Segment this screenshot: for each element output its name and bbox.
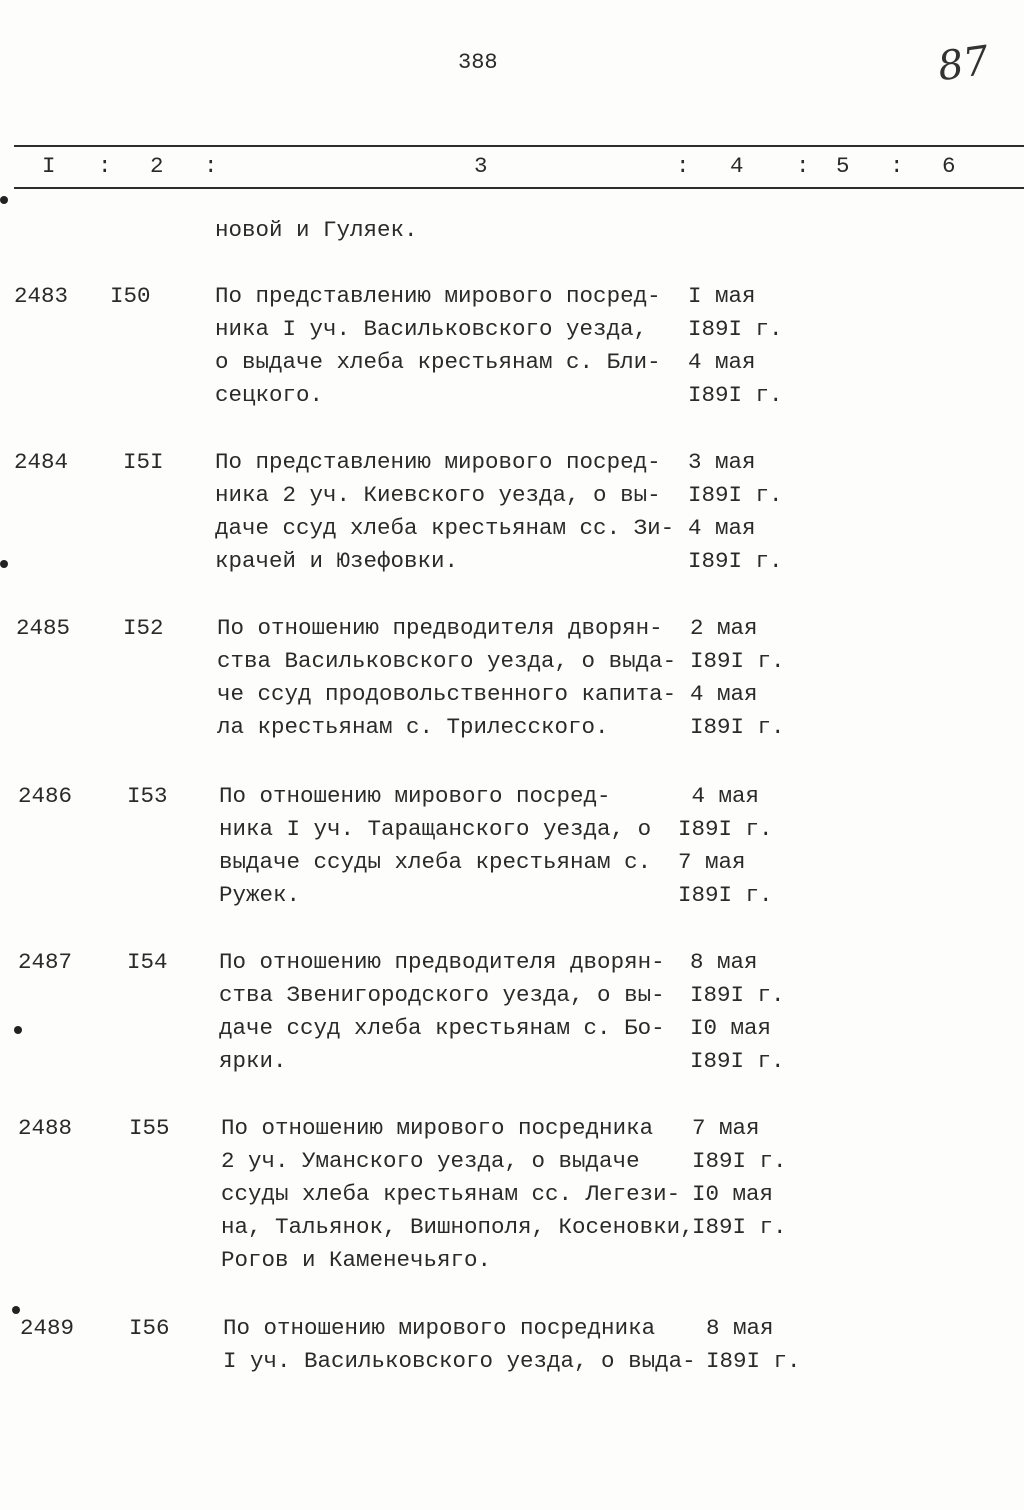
- entry-description-line: ства Звенигородского уезда, о вы-: [219, 982, 665, 1008]
- header-separator: :: [890, 153, 904, 179]
- header-separator: :: [796, 153, 810, 179]
- entry-date-line: I89I г.: [706, 1348, 801, 1374]
- entry-date-line: 3 мая: [688, 449, 756, 475]
- punch-hole-mark: [0, 196, 8, 204]
- entry-description-line: даче ссуд хлеба крестьянам сс. Зи-: [215, 515, 675, 541]
- entry-date-line: 4 мая: [688, 515, 756, 541]
- entry-date-line: 4 мая: [688, 349, 756, 375]
- entry-description-line: Ружек.: [219, 882, 301, 908]
- entry-description-line: сецкого.: [215, 382, 324, 408]
- punch-hole-mark: [14, 1026, 22, 1034]
- entry-date-line: I89I г.: [690, 648, 785, 674]
- entry-number: 2483: [14, 283, 69, 309]
- entry-description-line: ства Васильковского уезда, о выда-: [217, 648, 677, 674]
- entry-description-line: По отношению мирового посредника: [223, 1315, 656, 1341]
- punch-hole-mark: [12, 1306, 20, 1314]
- entry-date-line: I89I г.: [678, 882, 773, 908]
- entry-date-line: 4 мая: [690, 681, 758, 707]
- entry-description-line: крачей и Юзефовки.: [215, 548, 459, 574]
- entry-date-line: 2 мая: [690, 615, 758, 641]
- entry-item-number: I50: [110, 283, 151, 309]
- entry-date-line: I89I г.: [690, 714, 785, 740]
- entry-date-line: 8 мая: [690, 949, 758, 975]
- table-header-top-rule: [14, 145, 1024, 147]
- entry-date-line: 8 мая: [706, 1315, 774, 1341]
- entry-date-line: I89I г.: [688, 382, 783, 408]
- entry-item-number: I5I: [123, 449, 164, 475]
- table-header-bottom-rule: [14, 187, 1024, 189]
- header-col-6: 6: [942, 153, 956, 179]
- entry-description-line: ссуды хлеба крестьянам сс. Легези-: [221, 1181, 681, 1207]
- entry-date-line: I мая: [688, 283, 756, 309]
- entry-date-line: I89I г.: [688, 548, 783, 574]
- entry-number: 2485: [16, 615, 71, 641]
- header-separator: :: [204, 153, 218, 179]
- entry-date-line: I89I г.: [688, 316, 783, 342]
- entry-description-line: По отношению предводителя дворян-: [219, 949, 665, 975]
- entry-description-line: о выдаче хлеба крестьянам с. Бли-: [215, 349, 661, 375]
- entry-description-line: Рогов и Каменечьяго.: [221, 1247, 492, 1273]
- entry-number: 2487: [18, 949, 73, 975]
- entry-description-line: ярки.: [219, 1048, 287, 1074]
- header-separator: :: [98, 153, 112, 179]
- handwritten-folio-number: 87: [934, 37, 992, 91]
- entry-date-line: I89I г.: [692, 1214, 787, 1240]
- page-number: 388: [458, 50, 498, 75]
- header-col-1: I: [42, 153, 56, 179]
- entry-description-line: ника I уч. Васильковского уезда,: [215, 316, 648, 342]
- entry-description-line: ла крестьянам с. Трилесского.: [217, 714, 609, 740]
- entry-date-line: I89I г.: [688, 482, 783, 508]
- entry-date-line: 7 мая: [678, 849, 746, 875]
- entry-item-number: I55: [129, 1115, 170, 1141]
- entry-item-number: I54: [127, 949, 168, 975]
- entry-number: 2489: [20, 1315, 75, 1341]
- entry-date-line: I89I г.: [690, 982, 785, 1008]
- entry-description-line: ника I уч. Таращанского уезда, о: [219, 816, 652, 842]
- entry-description-line: ника 2 уч. Киевского уезда, о вы-: [215, 482, 661, 508]
- entry-description-line: По отношению предводителя дворян-: [217, 615, 663, 641]
- entry-date-line: 7 мая: [692, 1115, 760, 1141]
- entry-description-line: на, Тальянок, Вишнополя, Косеновки,: [221, 1214, 694, 1240]
- entry-item-number: I53: [127, 783, 168, 809]
- header-col-2: 2: [150, 153, 164, 179]
- entry-description-line: По представлению мирового посред-: [215, 449, 661, 475]
- header-separator: :: [676, 153, 690, 179]
- entry-description-line: По отношению мирового посред-: [219, 783, 611, 809]
- entry-date-line: I89I г.: [678, 816, 773, 842]
- entry-date-line: I0 мая: [692, 1181, 774, 1207]
- punch-hole-mark: [0, 560, 8, 568]
- entry-number: 2488: [18, 1115, 73, 1141]
- entry-description-line: че ссуд продовольственного капита-: [217, 681, 677, 707]
- entry-description-line: 2 уч. Уманского уезда, о выдаче: [221, 1148, 640, 1174]
- header-col-5: 5: [836, 153, 850, 179]
- entry-date-line: I89I г.: [690, 1048, 785, 1074]
- entry-date-line: I0 мая: [690, 1015, 772, 1041]
- entry-date-line: 4 мая: [678, 783, 760, 809]
- entry-description-line: По отношению мирового посредника: [221, 1115, 654, 1141]
- entry-description-line: выдаче ссуды хлеба крестьянам с.: [219, 849, 652, 875]
- entry-item-number: I52: [123, 615, 164, 641]
- entry-item-number: I56: [129, 1315, 170, 1341]
- entry-number: 2484: [14, 449, 69, 475]
- continuation-text: новой и Гуляек.: [215, 217, 418, 243]
- header-col-4: 4: [730, 153, 744, 179]
- entry-number: 2486: [18, 783, 73, 809]
- header-col-3: 3: [474, 153, 488, 179]
- entry-description-line: I уч. Васильковского уезда, о выда-: [223, 1348, 696, 1374]
- entry-description-line: даче ссуд хлеба крестьянам с. Бо-: [219, 1015, 665, 1041]
- entry-description-line: По представлению мирового посред-: [215, 283, 661, 309]
- entry-date-line: I89I г.: [692, 1148, 787, 1174]
